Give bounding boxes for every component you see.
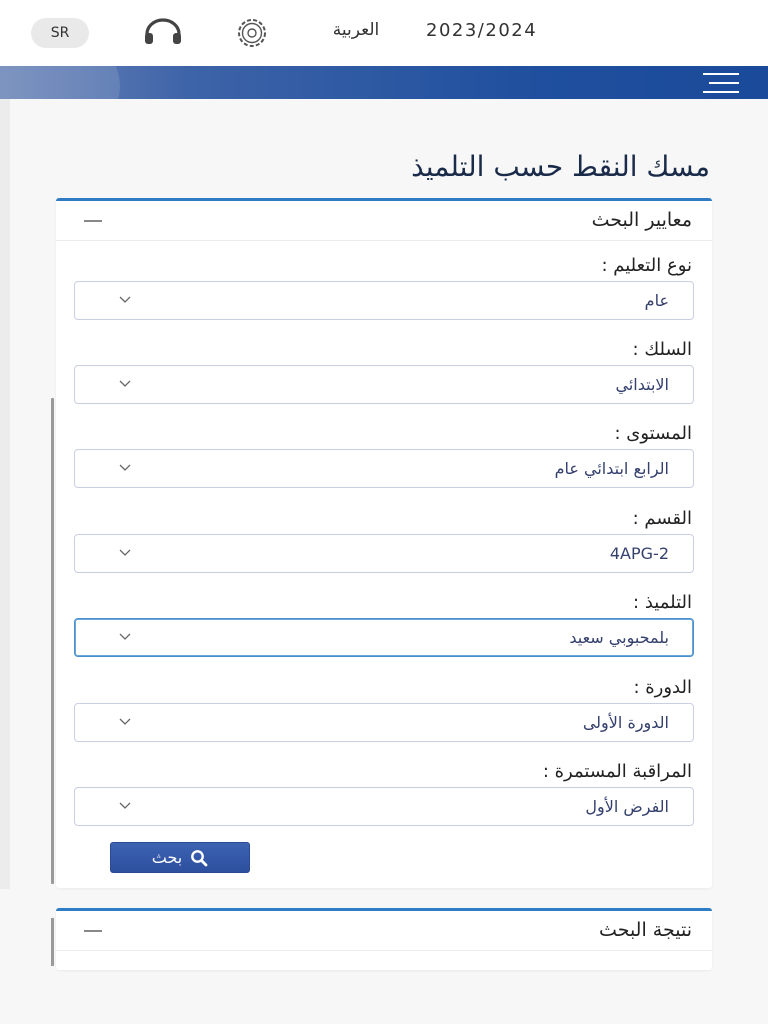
chevron-down-icon <box>119 464 131 472</box>
select-value: عام <box>644 291 669 310</box>
search-icon <box>190 849 208 867</box>
card-title: نتيجة البحث <box>599 919 692 941</box>
menu-icon-line <box>703 91 739 93</box>
headset-icon[interactable] <box>141 18 185 48</box>
cycle-label: السلك : <box>632 339 692 360</box>
level-label: المستوى : <box>614 423 692 444</box>
continuous-assessment-select[interactable] <box>74 787 694 826</box>
scroll-indicator <box>51 918 54 966</box>
session-label: الدورة : <box>633 677 692 698</box>
chevron-down-icon <box>119 549 131 557</box>
language-switcher[interactable]: العربية <box>332 20 380 40</box>
class-select[interactable] <box>74 534 694 573</box>
menu-icon[interactable] <box>703 73 739 93</box>
side-strip <box>0 99 10 889</box>
user-avatar[interactable]: SR <box>31 18 89 48</box>
education-type-label: نوع التعليم : <box>601 255 692 276</box>
chevron-down-icon <box>119 633 131 641</box>
menu-icon-line <box>703 73 739 75</box>
card-title: معايير البحث <box>591 209 692 231</box>
banner-decoration <box>0 66 120 99</box>
collapse-icon[interactable] <box>84 220 102 222</box>
chevron-down-icon <box>119 380 131 388</box>
session-select[interactable] <box>74 703 694 742</box>
select-value: الرابع ابتدائي عام <box>554 459 669 478</box>
class-label: القسم : <box>632 508 692 529</box>
continuous-assessment-label: المراقبة المستمرة : <box>542 761 692 782</box>
page-title: مسك النقط حسب التلميذ <box>411 150 710 183</box>
search-button-label: بحث <box>151 848 183 867</box>
level-select[interactable] <box>74 449 694 488</box>
menu-icon-line <box>709 82 739 84</box>
chevron-down-icon <box>119 296 131 304</box>
header-banner <box>0 66 768 99</box>
school-year: 2023/2024 <box>426 20 538 41</box>
card-header <box>56 201 712 241</box>
chevron-down-icon <box>119 802 131 810</box>
search-button[interactable] <box>110 842 250 873</box>
top-bar <box>0 0 768 66</box>
select-value: الدورة الأولى <box>582 713 669 732</box>
search-result-card <box>56 908 712 970</box>
education-type-select[interactable] <box>74 281 694 320</box>
student-label: التلميذ : <box>633 592 692 613</box>
collapse-icon[interactable] <box>84 930 102 932</box>
select-value: الابتدائي <box>615 375 669 394</box>
chevron-down-icon <box>119 718 131 726</box>
student-select[interactable] <box>74 618 694 657</box>
card-header <box>56 911 712 951</box>
select-value: 4APG-2 <box>609 544 669 563</box>
settings-icon[interactable] <box>226 15 278 51</box>
select-value: الفرض الأول <box>585 797 669 816</box>
cycle-select[interactable] <box>74 365 694 404</box>
scroll-indicator <box>51 398 54 884</box>
select-value: بلمحبوبي سعيد <box>569 628 669 647</box>
